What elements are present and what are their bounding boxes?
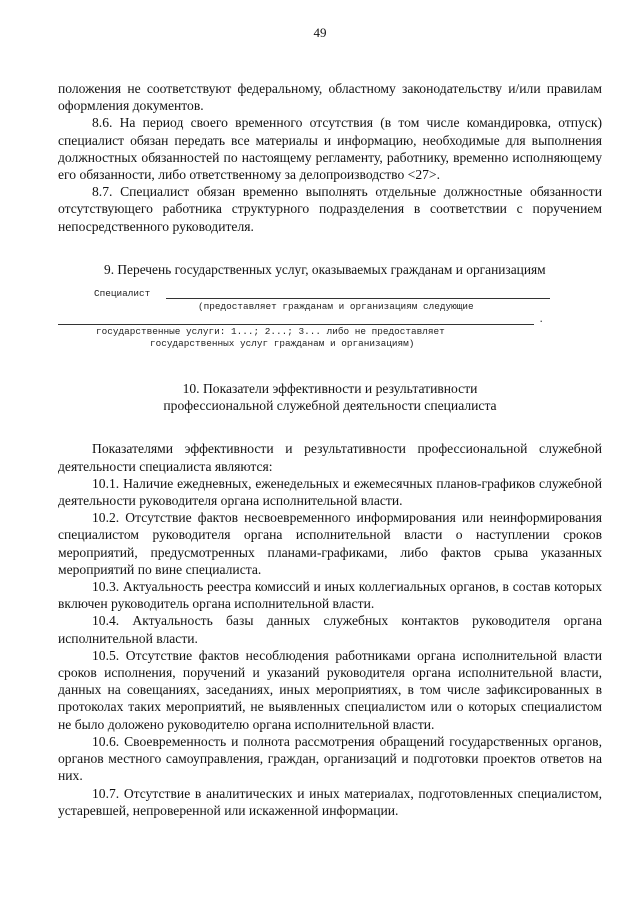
paragraph-10-6: 10.6. Своевременность и полнота рассмотрения обращений государственных органов, органов местного самоуправления, граждан, организаций и подготовки проектов ответов на них. (58, 733, 602, 784)
section-10-title-line-1: 10. Показатели эффективности и результативности (182, 381, 478, 397)
section-9-title: 9. Перечень государственных услуг, оказываемых гражданам и организациям (104, 261, 546, 277)
form-fill-line-1 (166, 298, 550, 299)
form-fill-line-2 (58, 324, 534, 325)
section-10-title-line-2: профессиональной служебной деятельности специалиста (163, 398, 497, 414)
form-hint-line-2: государственные услуги: 1...; 2...; 3... либо не предоставляет (96, 326, 445, 338)
paragraph-10-2: 10.2. Отсутствие фактов несвоевременного информирования или неинформирования специалистом руководителя органа исполнительной власти о наступлении сроков мероприятий, предусмотренных планами-графиками, либо фактов срыва указанных мероприятий по вине специалиста. (58, 510, 602, 577)
paragraph-10-3: 10.3. Актуальность реестра комиссий и иных коллегиальных органов, в состав которых включен руководитель органа исполнительной власти. (58, 579, 602, 612)
specialist-services-form (58, 286, 602, 362)
paragraph-continuation: положения не соответствуют федеральному, областному законодательству и/или правилам оформления документов. (58, 81, 602, 114)
form-hint-line-3: государственных услуг гражданам и организациям) (150, 338, 415, 350)
page-number: 49 (313, 25, 327, 40)
paragraph-10-7: 10.7. Отсутствие в аналитических и иных материалах, подготовленных специалистом, устаревшей, непроверенной или искаженной информации. (58, 785, 602, 818)
paragraph-10-4: 10.4. Актуальность базы данных служебных контактов руководителя органа исполнительной власти. (58, 613, 602, 646)
form-specialist-label: Специалист (94, 288, 151, 300)
paragraph-8-6: 8.6. На период своего временного отсутствия (в том числе командировка, отпуск) специалист обязан передать все материалы и информацию, необходимые для выполнения должностных обязанностей по настоящему регламенту, работнику, временно исполняющему его обязанности, либо ответственному за делопроизводство <27>. (58, 115, 602, 183)
paragraph-10-5: 10.5. Отсутствие фактов несоблюдения работниками органа исполнительной власти сроков исполнения, поручений и указаний руководителя органа исполнительной власти, данных на совещаниях, заседаниях, иных мероприятиях, в том числе зафиксированных в протоколах таких мероприятий, не выявленных специалистом или о которых специалистом не было доложено руководителю органа исполнительной власти. (58, 647, 602, 732)
paragraph-8-7: 8.7. Специалист обязан временно выполнять отдельные должностные обязанности отсутствующего работника структурного подразделения в соответствии с поручением непосредственного руководителя. (58, 184, 602, 234)
form-line-end-dot: . (538, 314, 544, 326)
paragraph-10-1: 10.1. Наличие ежедневных, еженедельных и ежемесячных планов-графиков служебной деятельности руководителя органа исполнительной власти. (58, 475, 602, 509)
paragraph-10-intro: Показателями эффективности и результативности профессиональной служебной деятельности специалиста являются: (58, 441, 602, 474)
form-hint-line-1: (предоставляет гражданам и организациям следующие (198, 301, 474, 313)
document-body (58, 80, 602, 819)
